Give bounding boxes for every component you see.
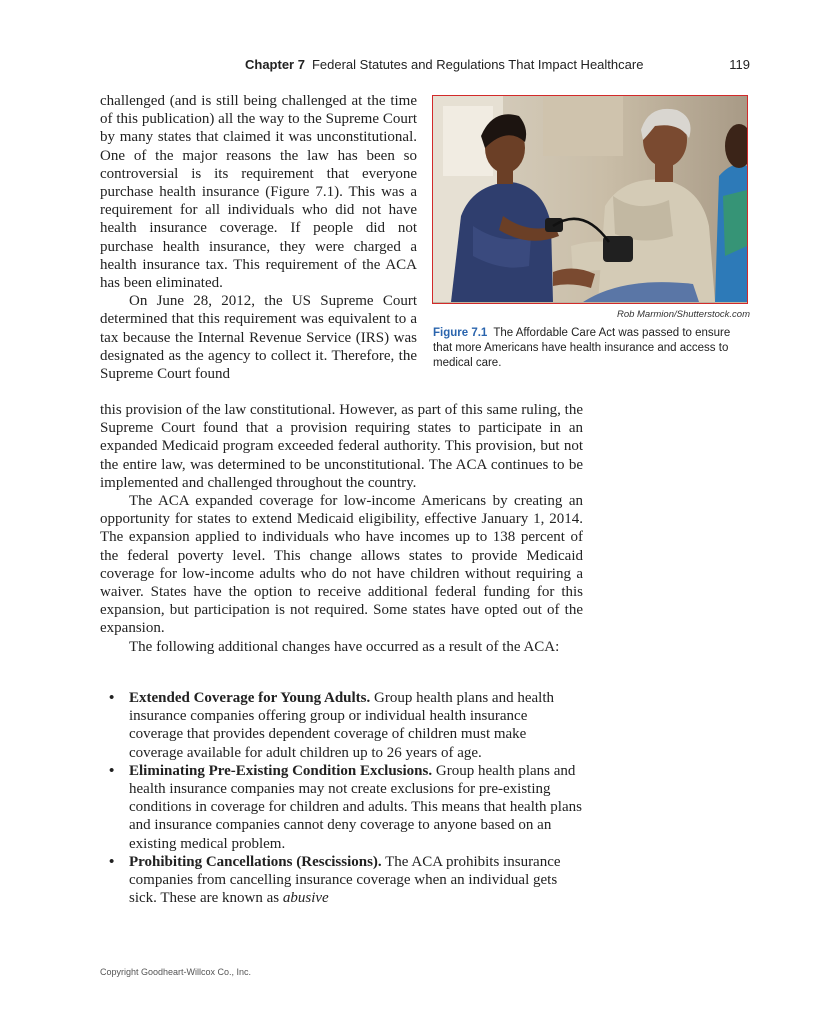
figure-caption-text: The Affordable Care Act was passed to ensure that more Americans have health insurance and access to medical care. [433,327,731,369]
bullet-icon: • [109,853,115,870]
bullet-italic-tail: abusive [282,890,329,907]
paragraph-3: The ACA expanded coverage for low-income Americans by creating an opportunity for states to extend Medicaid eligibility, effective January 1, 2014. The expansion applied to individuals who have incomes up to 138 percent of the federal poverty level. This change allows states to provide Medicaid coverage for low-income adults who do not have children without requiring a waiver. States have the option to receive additional federal funding for this expansion, but participation is not required. Some states have opted out of the expansion. [100,493,583,637]
bullet-term: Eliminating Pre-Existing Condition Exclusions. [129,762,433,779]
list-item [100,762,583,853]
paragraph-1: challenged (and is still being challenged at the time of this publication) all the way to the Supreme Court by many states that claimed it was unconstitutional. One of the major reasons the law has been so controversial is its requirement that everyone purchase health insurance (Figure 7.1). This was a requirement for all individuals who did not have health insurance coverage. If people did not purchase health insurance, they were charged a health insurance tax. This requirement of the ACA has been eliminated. [100,93,417,292]
bullet-term: Extended Coverage for Young Adults. [129,690,371,706]
list-item [100,689,583,762]
chapter-title: Federal Statutes and Regulations That Impact Healthcare [311,57,644,72]
chapter-label: Chapter 7 [245,57,305,72]
figure-caption [433,326,751,371]
bullet-text: The ACA prohibits insurance companies from cancelling insurance coverage when an individual gets sick. These are known as [129,853,561,907]
bullet-text: Group health plans and health insurance companies may not create exclusions for pre-existing conditions in coverage for children and adults. This means that health plans and insurance companies cannot deny coverage to anyone based on an existing medical problem. [129,762,582,852]
photo-credit: Rob Marmion/Shutterstock.com [616,309,750,320]
copyright-footer: Copyright Goodheart-Willcox Co., Inc. [100,967,252,977]
bullet-icon: • [109,762,115,779]
figure-photo [432,95,748,304]
paragraph-2-continued: this provision of the law constitutional. However, as part of this same ruling, the Supreme Court found that a provision requiring states to participate in an expanded Medicaid program exceeded federal authority. This provision, but not the entire law, was determined to be unconstitutional. The ACA continues to be implemented and challenged throughout the country. [100,402,583,491]
aca-changes-list [100,689,583,907]
bullet-icon: • [109,690,115,706]
figure-label: Figure 7.1 [433,327,488,339]
list-item [100,853,583,908]
healthcare-photo-illustration [433,96,747,302]
paragraph-4: The following additional changes have occurred as a result of the ACA: [129,638,560,655]
narrow-column-text [100,92,417,383]
running-header [245,57,750,75]
bullet-text: Group health plans and health insurance companies offering group or individual health insurance coverage that provides dependent coverage of children must make coverage available for adult children up to 26 years of age. [129,690,554,761]
page-number: 119 [729,57,750,72]
paragraph-2-start: On June 28, 2012, the US Supreme Court determined that this requirement was equivalent to a tax because the Internal Revenue Service (IRS) was designated as the agency to collect it. Therefore, the Supreme Court found [100,293,417,383]
full-width-text [100,401,583,656]
bullet-term: Prohibiting Cancellations (Rescissions). [129,853,382,870]
